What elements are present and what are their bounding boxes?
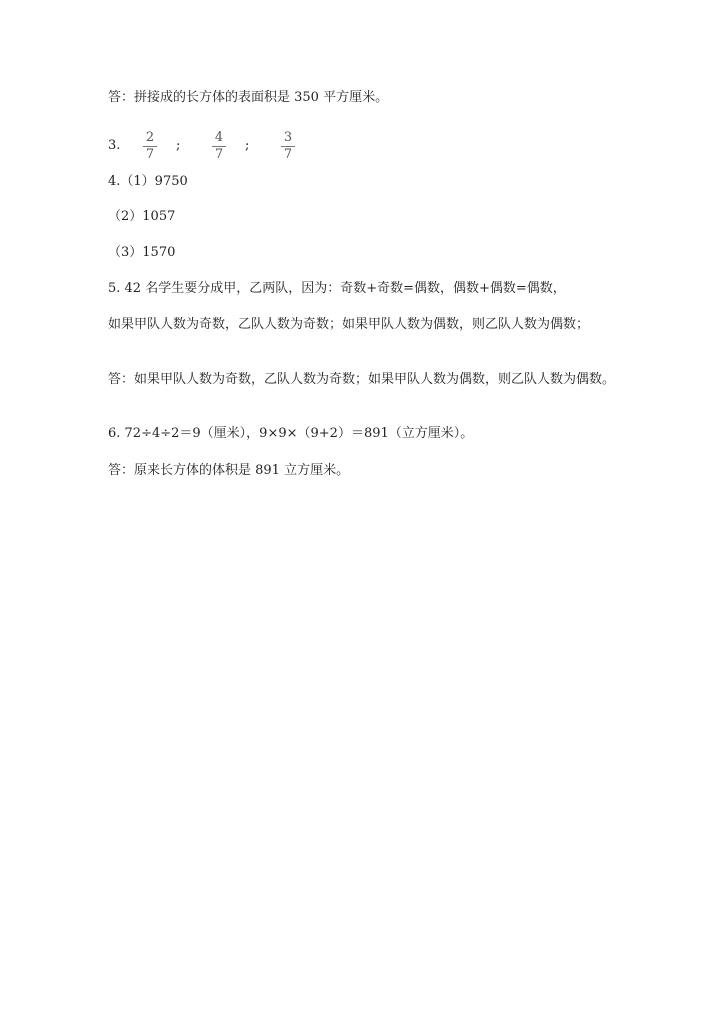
- q2-answer-text: 答：拼接成的长方体的表面积是 350 平方厘米。: [108, 90, 389, 105]
- fraction-numerator: 3: [283, 130, 293, 145]
- q3-fraction-3: [281, 131, 295, 162]
- q5-line2-text: 如果甲队人数为奇数，乙队人数为奇数；如果甲队人数为偶数，则乙队人数为偶数；: [108, 317, 590, 332]
- q5-line1-text: 5. 42 名学生要分成甲，乙两队，因为：奇数+奇数=偶数，偶数+偶数=偶数，: [108, 281, 566, 296]
- q3-number-label: 3.: [108, 138, 121, 153]
- q3-fraction-2: [212, 131, 226, 162]
- q6-answer-text: 答：原来长方体的体积是 891 立方厘米。: [108, 463, 350, 478]
- fraction-numerator: 2: [145, 130, 155, 145]
- q4-part2-text: （2）1057: [108, 209, 176, 224]
- q3-answer-row: [108, 131, 408, 167]
- q5-answer-text: 答：如果甲队人数为奇数，乙队人数为奇数；如果甲队人数为偶数，则乙队人数为偶数。: [108, 372, 616, 387]
- fraction-denominator: 7: [214, 147, 224, 162]
- q3-separator-1: ;: [176, 138, 181, 153]
- fraction-numerator: 4: [214, 130, 224, 145]
- q3-fraction-1: [143, 131, 157, 162]
- q3-separator-2: ;: [245, 138, 250, 153]
- q4-part3-text: （3）1570: [108, 245, 176, 260]
- fraction-denominator: 7: [283, 147, 293, 162]
- q4-part1-text: 4.（1）9750: [108, 174, 188, 189]
- q6-calculation-text: 6. 72÷4÷2＝9（厘米），9×9×（9+2）＝891（立方厘米）。: [108, 426, 474, 441]
- fraction-denominator: 7: [145, 147, 155, 162]
